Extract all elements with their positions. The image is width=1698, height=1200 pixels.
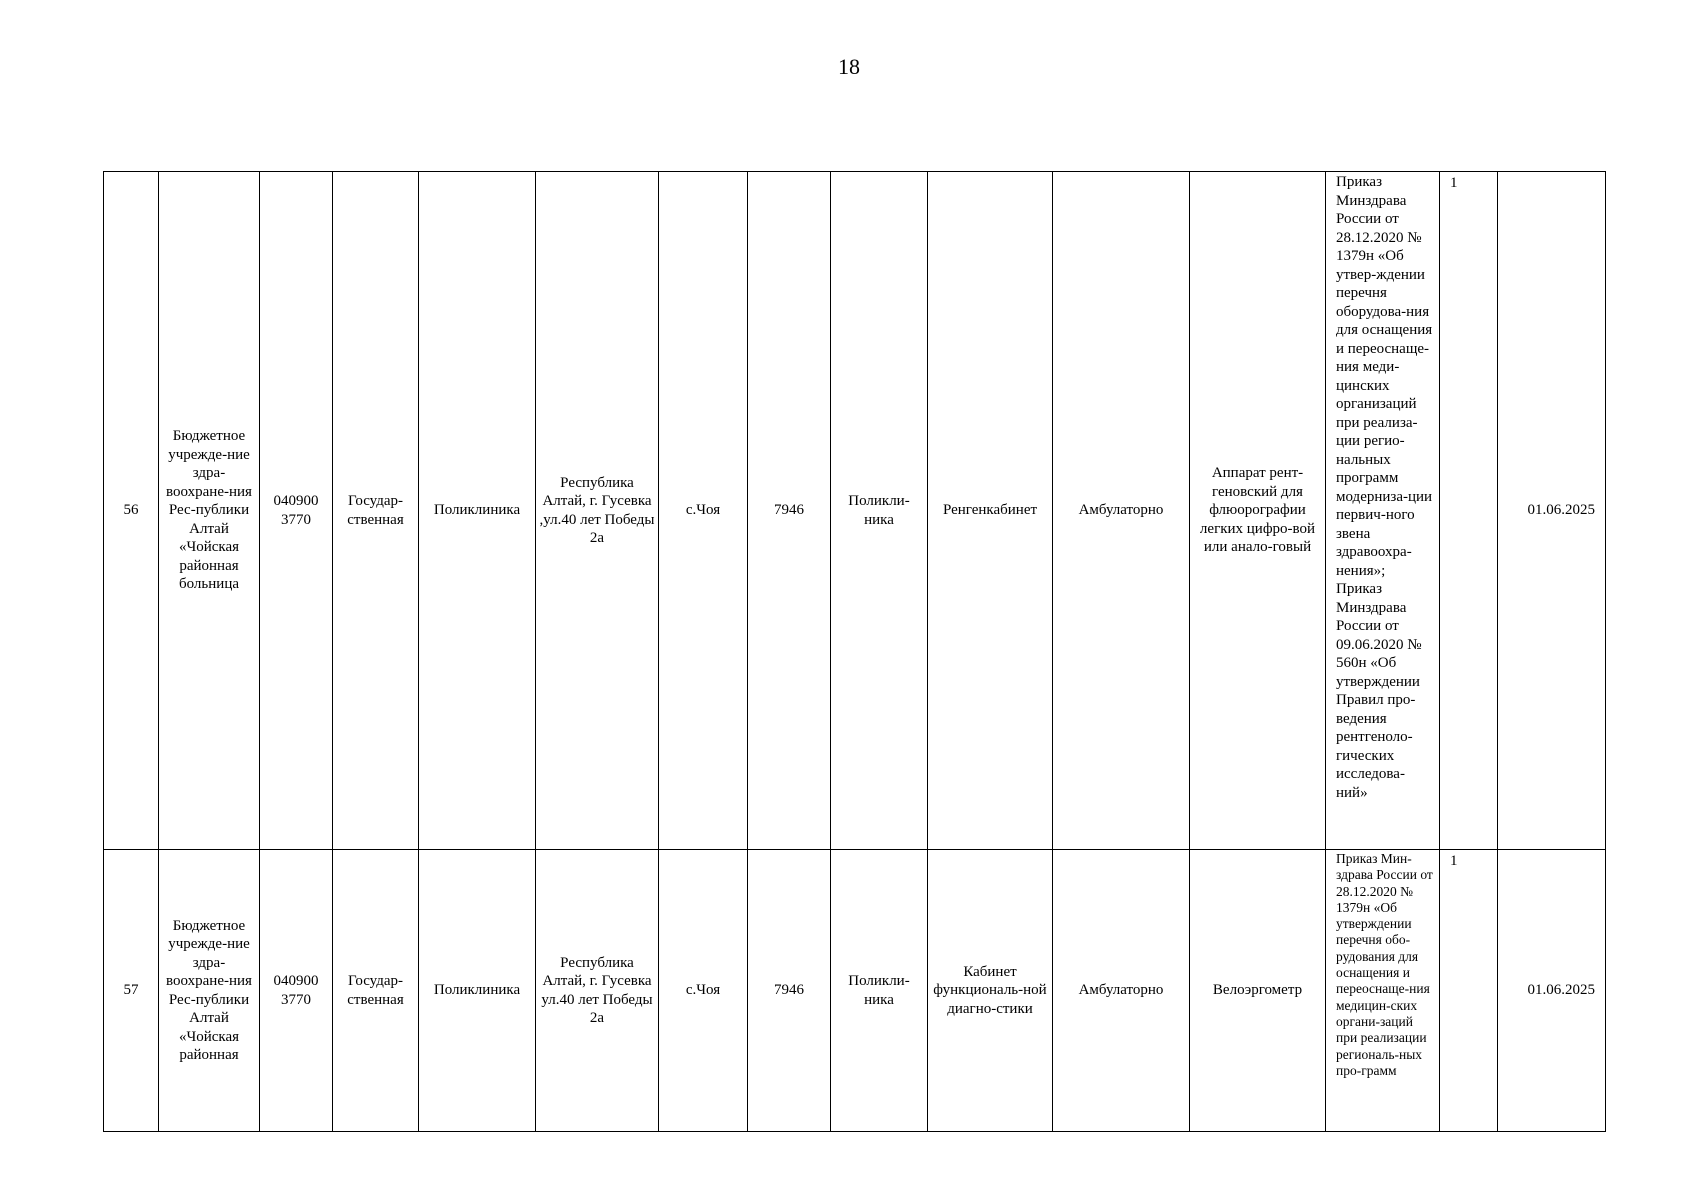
facility-type-cell: Поликлиника (419, 850, 536, 1132)
page-number: 18 (838, 54, 860, 79)
code-cell: 040900 3770 (260, 172, 333, 850)
conditions-cell: Амбулаторно (1053, 172, 1190, 850)
row-number-cell: 56 (104, 172, 159, 850)
table-row (104, 172, 1606, 850)
organization-cell: Бюджетное учрежде-ние здра-воохране-ния Рес-публики Алтай «Чойская районная (159, 850, 260, 1132)
date-cell: 01.06.2025 (1498, 172, 1606, 850)
ownership-cell: Государ-ственная (333, 172, 419, 850)
address-cell: Республика Алтай, г. Гусевка ул.40 лет Победы 2а (536, 850, 659, 1132)
settlement-cell: с.Чоя (659, 172, 748, 850)
equipment-cell: Аппарат рент-геновский для флюорографии легких цифро-вой или анало-говый (1190, 172, 1326, 850)
population-cell: 7946 (748, 172, 831, 850)
equipment-cell: Велоэргометр (1190, 850, 1326, 1132)
unit-cell: Поликли-ника (831, 172, 928, 850)
quantity-cell: 1 (1440, 172, 1498, 850)
row-number-cell: 57 (104, 850, 159, 1132)
address-cell: Республика Алтай, г. Гусевка ,ул.40 лет Победы 2а (536, 172, 659, 850)
table-row (104, 850, 1606, 1132)
regulation-cell: Приказ Мин-здрава России от 28.12.2020 № 1379н «Об утверждении перечня обо-рудования для оснащения и переоснаще-ния медицин-ских органи-заций при реализации региональ-ных про-грамм (1326, 850, 1440, 1132)
date-cell: 01.06.2025 (1498, 850, 1606, 1132)
unit-cell: Поликли-ника (831, 850, 928, 1132)
settlement-cell: с.Чоя (659, 850, 748, 1132)
regulation-cell: Приказ Минздрава России от 28.12.2020 № 1379н «Об утвер-ждении перечня оборудова-ния для оснащения и переоснаще-ния меди-цинских организаций при реализа-ции регио-нальных программ модерниза-ции первич-ного звена здравоохра-нения»; Приказ Минздрава России от 09.06.2020 № 560н «Об утверждении Правил про-ведения рентгеноло-гических исследова-ний» (1326, 172, 1440, 850)
conditions-cell: Амбулаторно (1053, 850, 1190, 1132)
quantity-cell: 1 (1440, 850, 1498, 1132)
room-cell: Кабинет функциональ-ной диагно-стики (928, 850, 1053, 1132)
facility-type-cell: Поликлиника (419, 172, 536, 850)
room-cell: Ренгенкабинет (928, 172, 1053, 850)
population-cell: 7946 (748, 850, 831, 1132)
equipment-registry-table (103, 171, 1606, 1132)
code-cell: 040900 3770 (260, 850, 333, 1132)
organization-cell: Бюджетное учрежде-ние здра-воохране-ния Рес-публики Алтай «Чойская районная больница (159, 172, 260, 850)
ownership-cell: Государ-ственная (333, 850, 419, 1132)
